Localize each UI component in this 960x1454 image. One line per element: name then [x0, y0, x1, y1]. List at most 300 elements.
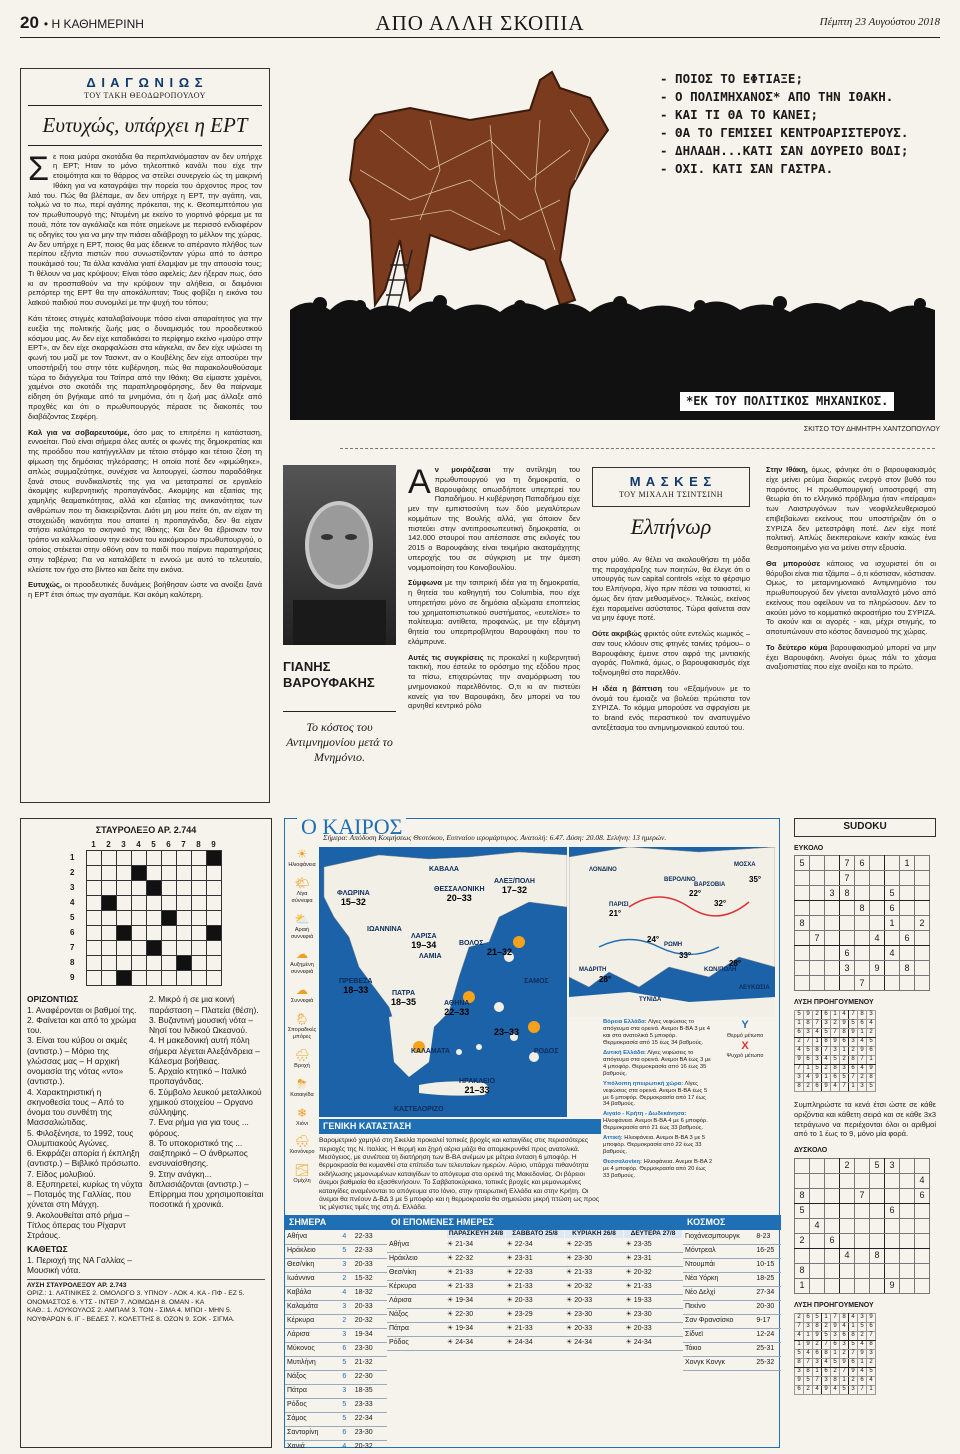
sudoku-cell[interactable] [900, 946, 915, 961]
sudoku-cell[interactable] [900, 1233, 915, 1248]
sudoku-cell[interactable] [795, 961, 810, 976]
sudoku-hard-grid[interactable] [794, 1158, 930, 1294]
solution-cell: 8 [804, 1020, 813, 1029]
author-photo [283, 465, 396, 645]
sudoku-cell[interactable]: 6 [885, 901, 900, 916]
sudoku-cell[interactable] [825, 946, 840, 961]
temp-range: ☀ 24-34 [624, 1336, 684, 1350]
sudoku-cell[interactable] [900, 1218, 915, 1233]
sudoku-cell[interactable] [795, 1248, 810, 1263]
sudoku-cell[interactable]: 1 [885, 916, 900, 931]
sudoku-cell[interactable] [795, 976, 810, 991]
sudoku-cell[interactable] [885, 961, 900, 976]
sudoku-cell[interactable] [870, 1173, 885, 1188]
sudoku-cell[interactable] [825, 1263, 840, 1278]
sudoku-cell[interactable] [855, 871, 870, 886]
sudoku-cell[interactable] [810, 1203, 825, 1218]
sudoku-cell[interactable] [825, 871, 840, 886]
sudoku-cell[interactable]: 4 [840, 1248, 855, 1263]
sudoku-cell[interactable] [840, 916, 855, 931]
temp-range: 22-30 [353, 1370, 387, 1384]
sudoku-cell[interactable] [870, 916, 885, 931]
sudoku-cell[interactable] [915, 1278, 930, 1293]
europe-city: ΛΕΥΚΩΣΙΑ [739, 985, 770, 991]
crossword-cell[interactable] [177, 851, 192, 866]
crossword-cell[interactable] [207, 941, 222, 956]
crossword-cell[interactable] [162, 971, 177, 986]
sudoku-cell[interactable] [915, 856, 930, 871]
sudoku-cell[interactable]: 7 [855, 976, 870, 991]
crossword-cell[interactable] [102, 926, 117, 941]
city-name: Χανιά [285, 1440, 340, 1454]
sudoku-cell[interactable] [870, 1218, 885, 1233]
crossword-cell[interactable] [162, 851, 177, 866]
sudoku-cell[interactable] [795, 886, 810, 901]
sudoku-cell[interactable] [915, 1248, 930, 1263]
sudoku-cell[interactable] [825, 1278, 840, 1293]
crossword-cell[interactable] [177, 911, 192, 926]
crossword-cell[interactable] [87, 866, 102, 881]
city-name: Ντουμπάι [683, 1258, 754, 1272]
sudoku-cell[interactable] [870, 1203, 885, 1218]
sudoku-cell[interactable] [840, 1173, 855, 1188]
sudoku-cell[interactable] [855, 886, 870, 901]
crossword-cell[interactable] [132, 926, 147, 941]
crossword-cell[interactable] [102, 941, 117, 956]
crossword-cell[interactable] [207, 971, 222, 986]
sudoku-cell[interactable] [870, 1233, 885, 1248]
city-name: Νέα Υόρκη [683, 1272, 754, 1286]
cartoon-line: - ΘΑ ΤΟ ΓΕΜΙΣΕΙ ΚΕΝΤΡΟΑΡΙΣΤΕΡΟΥΣ. [660, 125, 909, 140]
sudoku-cell[interactable] [870, 1188, 885, 1203]
crossword-cell[interactable] [102, 956, 117, 971]
sudoku-cell[interactable] [915, 1218, 930, 1233]
solution-cell: 1 [840, 1376, 849, 1385]
sudoku-cell[interactable] [855, 1233, 870, 1248]
sudoku-cell[interactable] [855, 961, 870, 976]
sudoku-cell[interactable] [915, 1158, 930, 1173]
crossword-cell[interactable] [192, 866, 207, 881]
sudoku-cell[interactable] [870, 1263, 885, 1278]
sudoku-cell[interactable] [915, 961, 930, 976]
sudoku-cell[interactable] [795, 946, 810, 961]
sudoku-cell[interactable]: 1 [900, 856, 915, 871]
sudoku-cell[interactable] [885, 976, 900, 991]
crossword-cell[interactable] [102, 851, 117, 866]
crossword-cell[interactable] [87, 911, 102, 926]
solution-cell: 2 [795, 1038, 804, 1047]
solution-cell: 8 [867, 1340, 876, 1349]
sudoku-cell[interactable]: 5 [795, 1203, 810, 1218]
city-name: Τόκιο [683, 1342, 754, 1356]
sudoku-cell[interactable]: 6 [900, 931, 915, 946]
sudoku-cell[interactable] [900, 1173, 915, 1188]
sudoku-cell[interactable] [885, 871, 900, 886]
temp-range: 20-32 [353, 1440, 387, 1454]
sudoku-cell[interactable] [810, 856, 825, 871]
sudoku-cell[interactable] [825, 1218, 840, 1233]
sudoku-cell[interactable]: 6 [915, 1188, 930, 1203]
sudoku-cell[interactable] [840, 1188, 855, 1203]
crossword-cell[interactable] [87, 956, 102, 971]
sudoku-cell[interactable]: 4 [870, 931, 885, 946]
crossword-cell[interactable] [207, 911, 222, 926]
solution-cell: 8 [804, 1367, 813, 1376]
sudoku-cell[interactable] [885, 1263, 900, 1278]
sudoku-cell[interactable] [840, 1203, 855, 1218]
sudoku-cell[interactable] [855, 931, 870, 946]
crossword-cell[interactable] [162, 926, 177, 941]
sudoku-cell[interactable] [915, 901, 930, 916]
sudoku-cell[interactable]: 9 [870, 961, 885, 976]
crossword-cell[interactable] [162, 866, 177, 881]
crossword-cell[interactable] [87, 881, 102, 896]
sudoku-cell[interactable] [900, 886, 915, 901]
sudoku-cell[interactable] [810, 946, 825, 961]
solution-cell: 3 [795, 1367, 804, 1376]
sudoku-cell[interactable] [795, 1218, 810, 1233]
crossword-grid[interactable] [86, 850, 222, 986]
sudoku-cell[interactable] [915, 886, 930, 901]
sudoku-cell[interactable] [810, 1233, 825, 1248]
solution-cell: 9 [804, 1011, 813, 1020]
sudoku-cell[interactable]: 5 [795, 856, 810, 871]
solution-cell: 8 [831, 1065, 840, 1074]
solution-cell: 9 [831, 1038, 840, 1047]
sudoku-cell[interactable] [915, 1233, 930, 1248]
sudoku-cell[interactable]: 2 [915, 916, 930, 931]
sudoku-cell[interactable]: 4 [885, 946, 900, 961]
sudoku-cell[interactable] [855, 1263, 870, 1278]
sudoku-cell[interactable] [900, 916, 915, 931]
sudoku-cell[interactable] [915, 1263, 930, 1278]
sudoku-cell[interactable] [870, 901, 885, 916]
sudoku-cell[interactable] [795, 931, 810, 946]
crossword-cell[interactable] [177, 971, 192, 986]
sudoku-cell[interactable]: 7 [855, 1188, 870, 1203]
crossword-cell[interactable] [192, 881, 207, 896]
crossword-cell[interactable] [207, 851, 222, 866]
sudoku-cell[interactable] [915, 871, 930, 886]
sudoku-cell[interactable] [810, 1278, 825, 1293]
crossword-cell[interactable] [132, 956, 147, 971]
sudoku-cell[interactable] [885, 1248, 900, 1263]
sudoku-cell[interactable] [870, 871, 885, 886]
cartoon-credit: ΣΚΙΤΣΟ ΤΟΥ ΔΗΜΗΤΡΗ ΧΑΝΤΖΟΠΟΥΛΟΥ [803, 426, 940, 433]
sudoku-cell[interactable] [840, 976, 855, 991]
clue-across: 9. Ακολουθείται από ρήμα – Τίτλος όπερας του Ρίχαρντ Στράους. [27, 1209, 130, 1240]
section-title: ΑΠΟ ΑΛΛΗ ΣΚΟΠΙΑ [375, 11, 585, 35]
crossword-cell[interactable] [117, 911, 132, 926]
sudoku-cell[interactable] [840, 1233, 855, 1248]
sudoku-cell[interactable]: 9 [885, 1278, 900, 1293]
crossword-cell[interactable] [102, 896, 117, 911]
crossword-cell[interactable] [177, 956, 192, 971]
sudoku-cell[interactable] [840, 1218, 855, 1233]
crossword-cell[interactable] [192, 971, 207, 986]
wind-value: 3 [340, 1328, 352, 1342]
cartoon-line: - Ο ΠΟΛΙΜΗΧΑΝΟΣ* ΑΠΟ ΤΗΝ ΙΘΑΚΗ. [660, 89, 894, 104]
crossword-cell[interactable] [147, 896, 162, 911]
crossword-cell[interactable] [87, 926, 102, 941]
sudoku-cell[interactable] [915, 1203, 930, 1218]
solution-cell: 3 [840, 1065, 849, 1074]
solution-cell: 5 [867, 1367, 876, 1376]
sudoku-cell[interactable] [915, 931, 930, 946]
sudoku-cell[interactable]: 2 [840, 1158, 855, 1173]
sudoku-cell[interactable] [855, 1158, 870, 1173]
sudoku-cell[interactable] [795, 1173, 810, 1188]
sudoku-cell[interactable] [900, 1263, 915, 1278]
sudoku-cell[interactable] [870, 976, 885, 991]
sudoku-cell[interactable] [855, 946, 870, 961]
sudoku-cell[interactable] [840, 901, 855, 916]
sudoku-cell[interactable] [825, 916, 840, 931]
sudoku-cell[interactable] [825, 1188, 840, 1203]
crossword-cell[interactable] [192, 941, 207, 956]
sudoku-cell[interactable] [855, 1203, 870, 1218]
sudoku-cell[interactable] [870, 1278, 885, 1293]
sudoku-cell[interactable] [825, 901, 840, 916]
solution-cell: 4 [822, 1358, 831, 1367]
sudoku-cell[interactable]: 8 [840, 886, 855, 901]
crossword-cell[interactable] [132, 851, 147, 866]
crossword-cell[interactable] [117, 866, 132, 881]
sudoku-cell[interactable] [840, 1278, 855, 1293]
crossword-cell[interactable] [147, 926, 162, 941]
sudoku-cell[interactable] [825, 1173, 840, 1188]
crossword-cell[interactable] [177, 881, 192, 896]
sudoku-cell[interactable]: 6 [840, 946, 855, 961]
sudoku-cell[interactable]: 8 [795, 1188, 810, 1203]
sudoku-cell[interactable]: 6 [885, 1203, 900, 1218]
sudoku-cell[interactable] [840, 1263, 855, 1278]
europe-temp: 21° [609, 909, 622, 918]
crossword-cell[interactable] [87, 941, 102, 956]
sudoku-cell[interactable] [795, 871, 810, 886]
crossword-cell[interactable] [207, 926, 222, 941]
sudoku-cell[interactable] [825, 1158, 840, 1173]
sudoku-cell[interactable] [870, 886, 885, 901]
crossword-cell[interactable] [102, 971, 117, 986]
sudoku-cell[interactable] [795, 901, 810, 916]
crossword-cell[interactable] [117, 956, 132, 971]
crossword-cell[interactable] [102, 881, 117, 896]
city-name: ΘΕΣΣΑΛΟΝΙΚΗ [434, 886, 485, 893]
solution-cell: 5 [795, 1349, 804, 1358]
sudoku-cell[interactable] [825, 856, 840, 871]
sudoku-cell[interactable] [810, 1173, 825, 1188]
sudoku-cell[interactable]: 7 [810, 931, 825, 946]
crossword-cell[interactable] [117, 851, 132, 866]
sudoku-cell[interactable] [825, 961, 840, 976]
sudoku-cell[interactable] [900, 976, 915, 991]
sudoku-cell[interactable] [870, 856, 885, 871]
sudoku-cell[interactable] [915, 946, 930, 961]
sudoku-cell[interactable] [900, 1248, 915, 1263]
sudoku-cell[interactable] [885, 1188, 900, 1203]
sudoku-cell[interactable] [885, 1233, 900, 1248]
row-number: 2 [70, 868, 75, 878]
sudoku-cell[interactable] [870, 946, 885, 961]
sudoku-cell[interactable] [810, 976, 825, 991]
solution-cell: 3 [867, 1349, 876, 1358]
crossword-cell[interactable] [192, 926, 207, 941]
region-name: Αιγαίο - Κρήτη - Δωδεκάνησα: [603, 1111, 687, 1118]
sudoku-cell[interactable] [900, 1203, 915, 1218]
sudoku-cell[interactable] [810, 961, 825, 976]
sudoku-cell[interactable] [900, 1188, 915, 1203]
sudoku-cell[interactable]: 8 [855, 901, 870, 916]
crossword-cell[interactable] [147, 881, 162, 896]
crossword-cell[interactable] [132, 971, 147, 986]
sudoku-cell[interactable] [885, 1173, 900, 1188]
crossword-cell[interactable] [192, 911, 207, 926]
sudoku-cell[interactable] [795, 1158, 810, 1173]
city-name: ΠΡΕΒΕΖΑ [339, 978, 373, 985]
sudoku-cell[interactable] [810, 901, 825, 916]
crossword-cell[interactable] [147, 941, 162, 956]
crossword-cell[interactable] [207, 881, 222, 896]
crossword-cell[interactable] [162, 896, 177, 911]
crossword-cell[interactable] [132, 881, 147, 896]
crossword-cell[interactable] [162, 911, 177, 926]
crossword-cell[interactable] [117, 971, 132, 986]
crossword-cell[interactable] [192, 956, 207, 971]
sudoku-cell[interactable] [810, 1188, 825, 1203]
temp-range: ☀ 22-35 [564, 1238, 624, 1252]
legend-label: Λίγα σύννεφα [291, 890, 313, 904]
clue-across: 8. Εξυπηρετεί, κυρίως τη νύχτα – Ποταμός της Γαλλίας, που χύνεται στη Μάγχη. [27, 1178, 143, 1210]
crossword-cell[interactable] [132, 941, 147, 956]
sudoku-cell[interactable] [915, 976, 930, 991]
temp-range: ☀ 23-31 [505, 1252, 565, 1266]
sudoku-cell[interactable]: 4 [810, 1218, 825, 1233]
sudoku-cell[interactable]: 4 [915, 1173, 930, 1188]
sudoku-cell[interactable]: 2 [795, 1233, 810, 1248]
sudoku-cell[interactable] [810, 886, 825, 901]
solution-cell: 8 [858, 1011, 867, 1020]
sudoku-cell[interactable]: 5 [870, 1158, 885, 1173]
city-name: Μόντρεαλ [683, 1244, 754, 1258]
crossword-cell[interactable] [87, 971, 102, 986]
sudoku-cell[interactable] [855, 1248, 870, 1263]
sudoku-cell[interactable] [885, 856, 900, 871]
sudoku-cell[interactable]: 7 [840, 856, 855, 871]
sudoku-cell[interactable] [885, 931, 900, 946]
sudoku-cell[interactable] [810, 1248, 825, 1263]
crossword-cell[interactable] [147, 971, 162, 986]
crossword-cell[interactable] [147, 956, 162, 971]
city-name: Αθήνα [387, 1238, 445, 1252]
crossword-cell[interactable] [87, 896, 102, 911]
sudoku-cell[interactable] [825, 976, 840, 991]
crossword-cell[interactable] [207, 896, 222, 911]
crossword-cell[interactable] [162, 956, 177, 971]
crossword-cell[interactable] [177, 926, 192, 941]
sudoku-cell[interactable] [900, 1278, 915, 1293]
crossword-cell[interactable] [147, 911, 162, 926]
clue-across: 2. Φαίνεται και από το χρώμα του. [27, 1014, 137, 1035]
crossword-cell[interactable] [147, 851, 162, 866]
wind-value: 5 [340, 1412, 352, 1426]
wind-value: 2 [340, 1314, 352, 1328]
col-number: 7 [181, 840, 186, 850]
crossword-cell[interactable] [177, 896, 192, 911]
sudoku-cell[interactable] [810, 916, 825, 931]
sudoku-cell[interactable] [810, 871, 825, 886]
crossword-cell[interactable] [102, 911, 117, 926]
solution-cell: 5 [795, 1011, 804, 1020]
sudoku-cell[interactable] [855, 1173, 870, 1188]
solution-cell: 2 [831, 1020, 840, 1029]
sudoku-cell[interactable] [855, 1218, 870, 1233]
sudoku-cell[interactable] [810, 1263, 825, 1278]
column-author: ΤΟΥ ΤΑΚΗ ΘΕΟΔΩΡΟΠΟΥΛΟΥ [84, 91, 206, 101]
crossword-cell[interactable] [162, 941, 177, 956]
crossword-cell[interactable] [207, 866, 222, 881]
wind-value: 5 [340, 1356, 352, 1370]
sudoku-cell[interactable] [885, 1218, 900, 1233]
crossword-cell[interactable] [147, 866, 162, 881]
sudoku-cell[interactable]: 7 [840, 871, 855, 886]
crossword-cell[interactable] [87, 851, 102, 866]
sudoku-cell[interactable]: 3 [825, 886, 840, 901]
sudoku-cell[interactable]: 8 [795, 916, 810, 931]
sudoku-cell[interactable] [900, 871, 915, 886]
sudoku-cell[interactable]: 8 [795, 1263, 810, 1278]
crossword-cell[interactable] [132, 866, 147, 881]
sudoku-cell[interactable] [900, 1158, 915, 1173]
sudoku-easy-grid[interactable] [794, 855, 930, 991]
crossword-cell[interactable] [132, 911, 147, 926]
sudoku-cell[interactable]: 5 [885, 886, 900, 901]
crossword-cell[interactable] [102, 866, 117, 881]
sudoku-cell[interactable]: 6 [855, 856, 870, 871]
sudoku-cell[interactable]: 6 [825, 1233, 840, 1248]
city-name: Σαν Φρανσίσκο [683, 1314, 754, 1328]
temp-range: 15-32 [353, 1272, 387, 1286]
sudoku-cell[interactable] [825, 1248, 840, 1263]
sudoku-cell[interactable] [840, 931, 855, 946]
crossword-cell[interactable] [207, 956, 222, 971]
crossword-cell[interactable] [192, 851, 207, 866]
sudoku-cell[interactable] [825, 1203, 840, 1218]
crossword-cell[interactable] [177, 941, 192, 956]
city-temp: 21–32 [487, 947, 513, 957]
crossword-cell[interactable] [117, 926, 132, 941]
crossword-cell[interactable] [117, 896, 132, 911]
sudoku-cell[interactable] [810, 1158, 825, 1173]
crossword-cell[interactable] [177, 866, 192, 881]
sudoku-cell[interactable]: 8 [870, 1248, 885, 1263]
crossword-cell[interactable] [117, 941, 132, 956]
crossword-cell[interactable] [117, 881, 132, 896]
sudoku-cell[interactable] [855, 916, 870, 931]
crossword-cell[interactable] [132, 896, 147, 911]
crossword-cell[interactable] [162, 881, 177, 896]
col-number: 2 [106, 840, 111, 850]
temp-range: 18-25 [754, 1272, 781, 1286]
sudoku-cell[interactable]: 8 [900, 961, 915, 976]
sudoku-cell[interactable] [900, 901, 915, 916]
sudoku-cell[interactable] [825, 931, 840, 946]
sudoku-cell[interactable]: 3 [885, 1158, 900, 1173]
sudoku-cell[interactable]: 3 [840, 961, 855, 976]
sudoku-cell[interactable] [855, 1278, 870, 1293]
sudoku-cell[interactable]: 1 [795, 1278, 810, 1293]
crossword-cell[interactable] [192, 896, 207, 911]
